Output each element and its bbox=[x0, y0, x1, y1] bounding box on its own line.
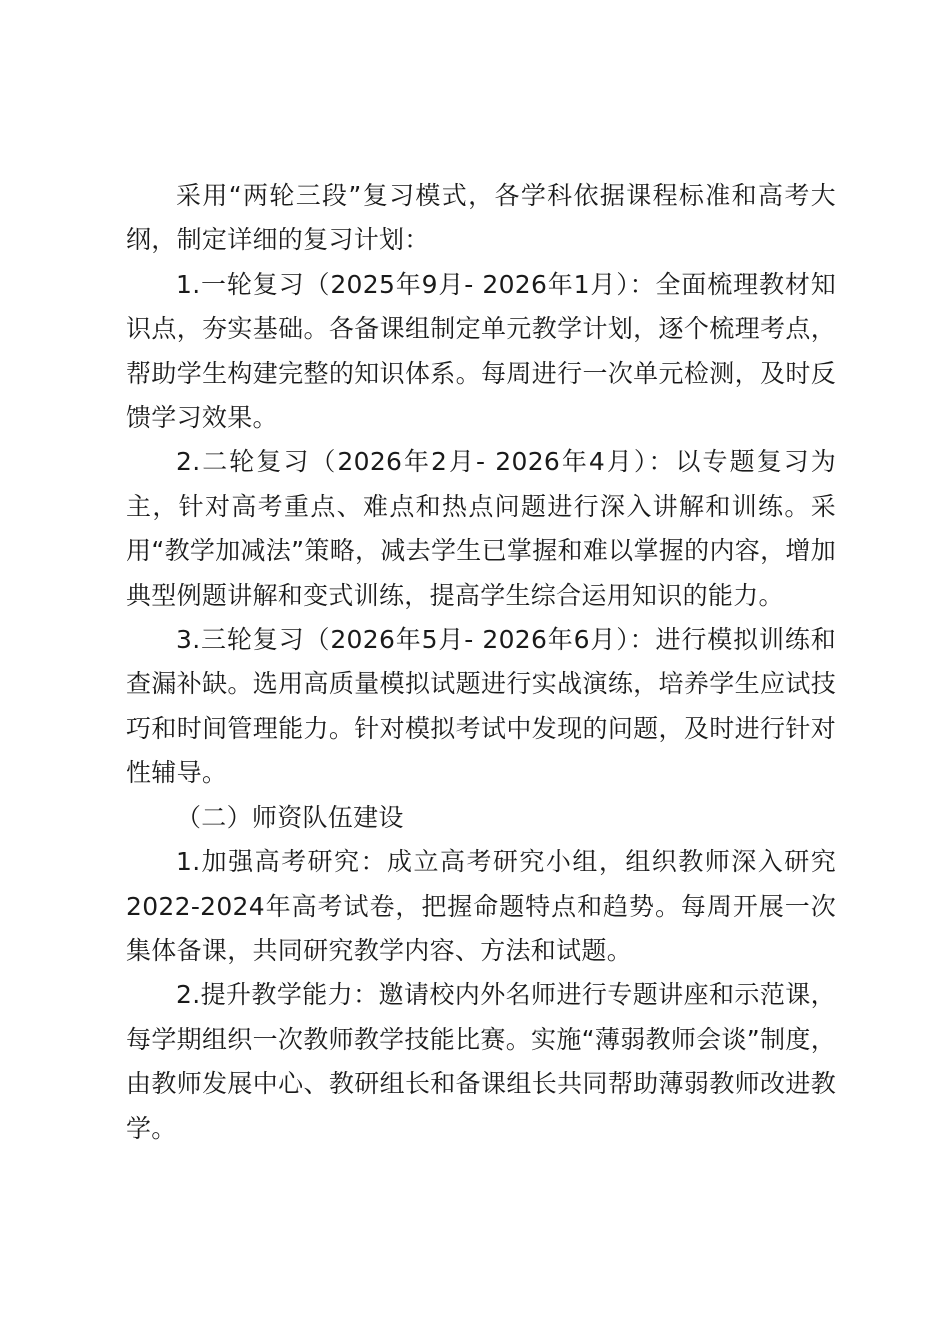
paragraph-teaching-ability: 2.提升教学能力：邀请校内外名师进行专题讲座和示范课，每学期组织一次教师教学技能比赛。实施“薄弱教师会谈”制度，由教师发展中心、教研组长和备课组长共同帮助薄弱教师改进教学。 bbox=[126, 980, 836, 1143]
paragraph-review-mode: 采用“两轮三段”复习模式，各学科依据课程标准和高考大纲，制定详细的复习计划： bbox=[126, 181, 836, 255]
section-heading-faculty: （二）师资队伍建设 bbox=[176, 802, 404, 832]
paragraph-first-round: 1.一轮复习（2025年9月- 2026年1月）：全面梳理教材知识点，夯实基础。各备课组制定单元教学计划，逐个梳理考点，帮助学生构建完整的知识体系。每周进行一次单元检测，及时反馈学习效果。 bbox=[126, 269, 836, 433]
paragraph-second-round: 2.二轮复习（2026年2月- 2026年4月）：以专题复习为主，针对高考重点、难点和热点问题进行深入讲解和训练。采用“教学加减法”策略，减去学生已掌握和难以掌握的内容，增加典型例题讲解和变式训练，提高学生综合运用知识的能力。 bbox=[126, 447, 836, 610]
document-body bbox=[126, 174, 836, 1151]
paragraph-third-round: 3.三轮复习（2026年5月- 2026年6月）：进行模拟训练和查漏补缺。选用高质量模拟试题进行实战演练，培养学生应试技巧和时间管理能力。针对模拟考试中发现的问题，及时进行针对性辅导。 bbox=[126, 625, 836, 788]
paragraph-exam-research: 1.加强高考研究：成立高考研究小组，组织教师深入研究2022-2024年高考试卷，把握命题特点和趋势。每周开展一次集体备课，共同研究教学内容、方法和试题。 bbox=[126, 847, 836, 965]
